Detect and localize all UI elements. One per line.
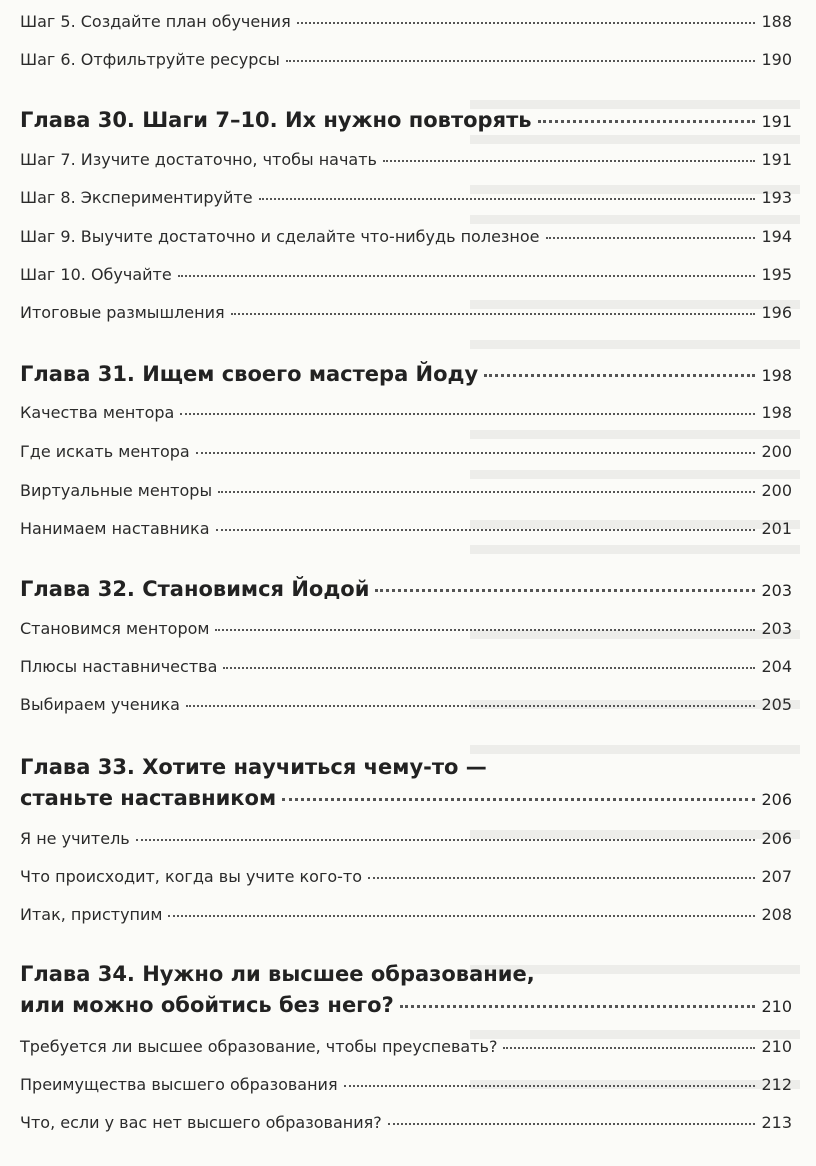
- toc-chapter-page: 198: [761, 366, 792, 385]
- toc-entry-page: 190: [761, 50, 792, 69]
- dot-leader: [484, 374, 755, 377]
- toc-entry: [20, 695, 792, 714]
- toc-entry: [20, 1075, 792, 1094]
- dot-leader: [218, 491, 755, 493]
- toc-entry-title: Итак, приступим: [20, 905, 163, 924]
- toc-entry-page: 203: [761, 619, 792, 638]
- toc-entry-title: Что происходит, когда вы учите кого-то: [20, 867, 363, 886]
- dot-leader: [546, 237, 756, 239]
- dot-leader: [180, 413, 755, 415]
- toc-entry: [20, 867, 792, 886]
- toc-entry: [20, 403, 792, 422]
- toc-chapter: [20, 786, 792, 810]
- dot-leader: [344, 1085, 756, 1087]
- dot-leader: [388, 1123, 756, 1125]
- toc-chapter: [20, 108, 792, 132]
- toc-entry-title: Шаг 10. Обучайте: [20, 265, 172, 284]
- toc-chapter-title-line1: Глава 34. Нужно ли высшее образование,: [20, 962, 535, 986]
- toc-entry-page: 194: [761, 227, 792, 246]
- toc-entry-page: 213: [761, 1113, 792, 1132]
- toc-entry-title: Что, если у вас нет высшего образования?: [20, 1113, 382, 1132]
- toc-entry-page: 200: [761, 442, 792, 461]
- toc-entry-page: 196: [761, 303, 792, 322]
- toc-chapter-page: 191: [761, 112, 792, 131]
- dot-leader: [297, 22, 756, 24]
- toc-entry: [20, 12, 792, 31]
- toc-entry: [20, 1037, 792, 1056]
- toc-entry: [20, 1113, 792, 1132]
- toc-chapter-title: станьте наставником: [20, 786, 277, 810]
- toc-entry-title: Шаг 8. Экспериментируйте: [20, 188, 253, 207]
- toc-chapter: [20, 993, 792, 1017]
- dot-leader: [383, 160, 755, 162]
- toc-entry-page: 188: [761, 12, 792, 31]
- toc-entry-title: Преимущества высшего образования: [20, 1075, 338, 1094]
- dot-leader: [400, 1005, 756, 1008]
- toc-entry-page: 205: [761, 695, 792, 714]
- dot-leader: [259, 198, 756, 200]
- dot-leader: [375, 589, 755, 592]
- toc-entry: [20, 303, 792, 322]
- toc-entry: [20, 188, 792, 207]
- toc-entry-page: 191: [761, 150, 792, 169]
- toc-chapter-title: Глава 30. Шаги 7–10. Их нужно повторять: [20, 108, 532, 132]
- toc-entry-page: 208: [761, 905, 792, 924]
- toc-entry-title: Итоговые размышления: [20, 303, 225, 322]
- toc-chapter-title: или можно обойтись без него?: [20, 993, 394, 1017]
- dot-leader: [231, 313, 756, 315]
- toc-chapter-page: 210: [761, 997, 792, 1016]
- toc-entry-page: 200: [761, 481, 792, 500]
- toc-entry-page: 201: [761, 519, 792, 538]
- toc-entry: [20, 442, 792, 461]
- toc-entry-title: Нанимаем наставника: [20, 519, 210, 538]
- dot-leader: [178, 275, 756, 277]
- toc-entry: [20, 519, 792, 538]
- dot-leader: [503, 1047, 755, 1049]
- toc-chapter-page: 206: [761, 790, 792, 809]
- dot-leader: [186, 705, 756, 707]
- toc-entry-title: Качества ментора: [20, 403, 175, 422]
- dot-leader: [168, 915, 755, 917]
- toc-entry-title: Шаг 7. Изучите достаточно, чтобы начать: [20, 150, 377, 169]
- dot-leader: [196, 452, 756, 454]
- toc-entry-page: 193: [761, 188, 792, 207]
- toc-entry-page: 212: [761, 1075, 792, 1094]
- dot-leader: [215, 629, 755, 631]
- toc-entry-page: 206: [761, 829, 792, 848]
- toc-entry-title: Где искать ментора: [20, 442, 190, 461]
- toc-entry-title: Шаг 6. Отфильтруйте ресурсы: [20, 50, 280, 69]
- toc-entry-title: Я не учитель: [20, 829, 130, 848]
- toc-entry: [20, 619, 792, 638]
- toc-entry: [20, 829, 792, 848]
- toc-chapter-page: 203: [761, 581, 792, 600]
- dot-leader: [286, 60, 756, 62]
- toc-entry-title: Плюсы наставничества: [20, 657, 218, 676]
- toc-entry-title: Требуется ли высшее образование, чтобы преуспевать?: [20, 1037, 498, 1056]
- toc-chapter: [20, 577, 792, 601]
- toc-entry: [20, 481, 792, 500]
- toc-entry: [20, 227, 792, 246]
- toc-entry: [20, 905, 792, 924]
- dot-leader: [216, 529, 756, 531]
- toc-entry: [20, 50, 792, 69]
- toc-entry: [20, 265, 792, 284]
- toc-entry-page: 195: [761, 265, 792, 284]
- toc-chapter: [20, 362, 792, 386]
- toc-entry-title: Становимся ментором: [20, 619, 210, 638]
- toc-entry: [20, 657, 792, 676]
- toc-entry-title: Шаг 9. Выучите достаточно и сделайте что-нибудь полезное: [20, 227, 540, 246]
- toc-chapter-title: Глава 31. Ищем своего мастера Йоду: [20, 362, 479, 386]
- dot-leader: [136, 839, 756, 841]
- toc-entry-page: 210: [761, 1037, 792, 1056]
- toc-entry-page: 204: [761, 657, 792, 676]
- toc-entry: [20, 150, 792, 169]
- toc-entry-title: Выбираем ученика: [20, 695, 180, 714]
- dot-leader: [223, 667, 755, 669]
- toc-entry-title: Виртуальные менторы: [20, 481, 213, 500]
- toc-entry-page: 207: [761, 867, 792, 886]
- toc-chapter-title-line1: Глава 33. Хотите научиться чему-то —: [20, 755, 487, 779]
- dot-leader: [538, 120, 756, 123]
- toc-entry-title: Шаг 5. Создайте план обучения: [20, 12, 291, 31]
- dot-leader: [282, 798, 755, 801]
- toc-chapter-title: Глава 32. Становимся Йодой: [20, 577, 370, 601]
- dot-leader: [368, 877, 755, 879]
- toc-entry-page: 198: [761, 403, 792, 422]
